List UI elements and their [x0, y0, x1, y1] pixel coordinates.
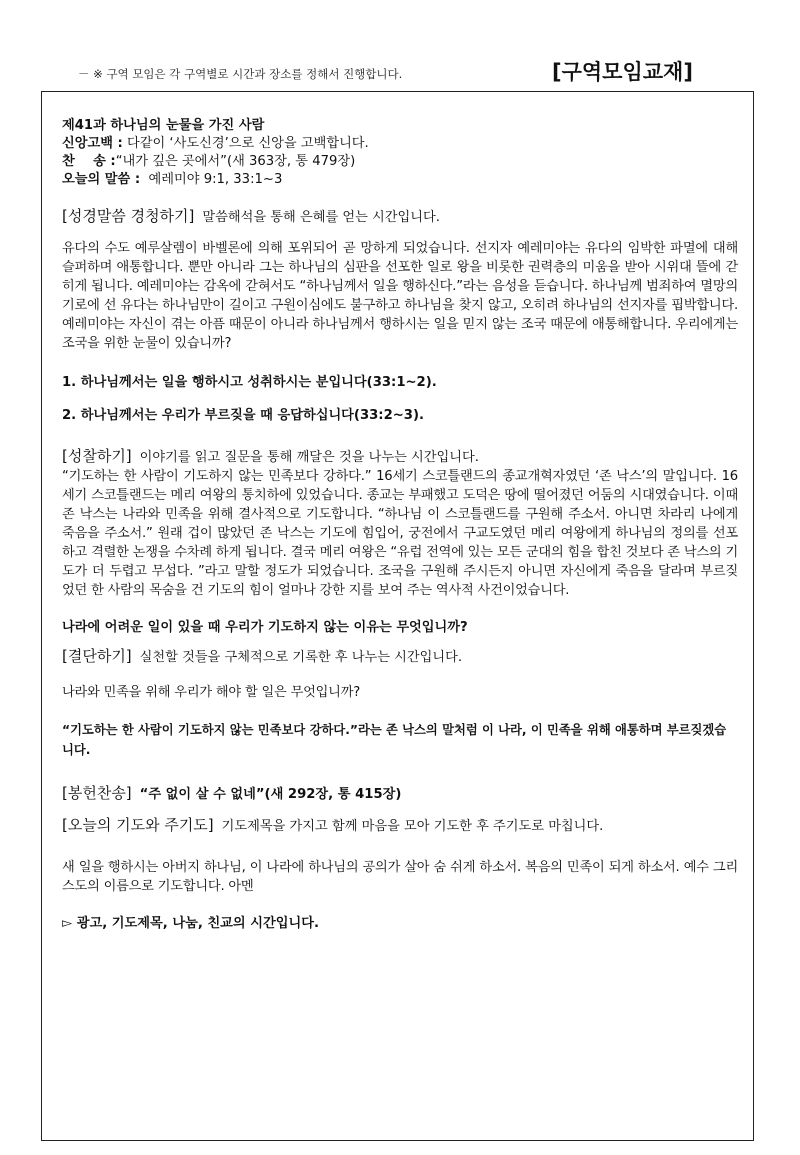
- scripture-line: [62, 171, 738, 189]
- section-tag: [봉헌찬송]: [62, 784, 132, 802]
- creed-label: 신앙고백 :: [62, 136, 123, 151]
- point-2: 2. 하나님께서는 우리가 부르짖을 때 응답하십니다(33:2~3).: [62, 408, 425, 423]
- scripture-text: 예레미야 9:1, 33:1~3: [140, 172, 283, 187]
- hymn-label: 찬 송 :: [62, 154, 116, 169]
- section-decision: [62, 647, 738, 667]
- prayer-text: 새 일을 행하시는 아버지 하나님, 이 나라에 하나님의 공의가 살아 숨 쉬게 하소서. 복음의 민족이 되게 하소서. 예수 그리스도의 이름으로 기도합니다. 아멘: [62, 860, 738, 894]
- closing-announcement: ▻ 광고, 기도제목, 나눔, 친교의 시간입니다.: [62, 916, 319, 931]
- section-reflection: [62, 447, 738, 467]
- lesson-title: 제41과 하나님의 눈물을 가진 사람: [62, 118, 265, 133]
- reflection-question: 나라에 어려운 일이 있을 때 우리가 기도하지 않는 이유는 무엇입니까?: [62, 620, 468, 635]
- hymn-text: “내가 깊은 곳에서”(새 363장, 통 479장): [115, 154, 356, 169]
- reflection-story: “기도하는 한 사람이 기도하지 않는 민족보다 강하다.” 16세기 스코틀랜드의 종교개혁자였던 ‘존 낙스’의 말입니다. 16세기 스코틀랜드는 메리 여왕의 통치하에 있었습니다. 종교는 부패했고 도덕은 땅에 떨어졌던 어둠의 시대였습니다. 이때 존 낙스는 나라와 민족을 위해 결사적으로 기도합니다. “하나님 이 스코틀랜드를 구원해 주소서. 아니면 차라리 나에게 죽음을 주소서.” 원래 겁이 많았던 존 낙스는 기도에 힘입어, 궁전에서 구교도였던 메리 여왕에게 하나님의 정의를 선포하고 격렬한 논쟁을 수차례 하게 됩니다. 결국 메리 여왕은 “유럽 전역에 있는 모든 군대의 힘을 합친 것보다 존 낙스의 기도가 더 두렵고 무섭다. ”라고 말할 정도가 되었습니다. 조국을 구원해 주시든지 아니면 자신에게 죽음을 달라며 부르짖었던 한 사람의 목숨을 건 기도의 힘이 얼마나 강한 지를 보여 주는 역사적 사건이었습니다.: [62, 469, 738, 598]
- creed-line: [62, 135, 738, 153]
- section-tag: [성경말씀 경청하기]: [62, 207, 195, 225]
- decision-question: 나라와 민족을 위해 우리가 해야 할 일은 무엇입니까?: [62, 685, 361, 700]
- lesson-header: [62, 117, 738, 189]
- header-note: － ※ 구역 모임은 각 구역별로 시간과 장소를 정해서 진행합니다.: [78, 67, 403, 81]
- section-desc: 기도제목을 가지고 함께 마음을 모아 기도한 후 주기도로 마칩니다.: [221, 819, 604, 834]
- section-offering-hymn: [62, 784, 738, 804]
- section-tag: [오늘의 기도와 주기도]: [62, 816, 214, 834]
- scripture-label: 오늘의 말씀 :: [62, 172, 141, 187]
- document-title: [구역모임교재]: [552, 60, 693, 84]
- section-tag: [결단하기]: [62, 647, 132, 665]
- section-prayer: [62, 816, 738, 836]
- section-scripture-listen: [62, 207, 738, 227]
- section-desc: 이야기를 읽고 질문을 통해 깨달은 것을 나누는 시간입니다.: [139, 450, 479, 465]
- section-tag: [성찰하기]: [62, 447, 132, 465]
- offering-hymn-text: “주 없이 살 수 없네”(새 292장, 통 415장): [139, 787, 402, 802]
- section-desc: 실천할 것들을 구체적으로 기록한 후 나누는 시간입니다.: [139, 650, 463, 665]
- creed-text: 다같이 ‘사도신경’으로 신앙을 고백합니다.: [122, 136, 369, 151]
- point-1: 1. 하나님께서는 일을 행하시고 성취하시는 분입니다(33:1~2).: [62, 375, 437, 390]
- lesson-content: [62, 117, 738, 933]
- scripture-commentary: 유다의 수도 예루살렘이 바벨론에 의해 포위되어 곧 망하게 되었습니다. 선지자 예레미야는 유다의 임박한 파멸에 대해 슬퍼하며 애통합니다. 뿐만 아니라 그는 하나님의 심판을 선포한 일로 왕을 비롯한 권력층의 미움을 받아 시위대 뜰에 갇히게 됩니다. 예레미야는 감옥에 갇혀서도 “하나님께서 일을 행하신다.”라는 음성을 듣습니다. 하나님께 범죄하여 멸망의 기로에 선 유다는 하나님만이 길이고 구원이심에도 불구하고 하나님을 찾지 않고, 오히려 하나님의 선지자를 핍박합니다. 예레미야는 자신이 겪는 아픔 때문이 아니라 하나님께서 행하시는 일을 믿지 않는 조국 때문에 애통해합니다. 우리에게는 조국을 위한 눈물이 있습니까?: [62, 241, 738, 351]
- section-desc: 말씀해석을 통해 은혜를 얻는 시간입니다.: [202, 210, 440, 225]
- decision-resolution: “기도하는 한 사람이 기도하지 않는 민족보다 강하다.”라는 존 낙스의 말처럼 이 나라, 이 민족을 위해 애통하며 부르짖겠습니다.: [62, 723, 727, 757]
- hymn-line: [62, 153, 738, 171]
